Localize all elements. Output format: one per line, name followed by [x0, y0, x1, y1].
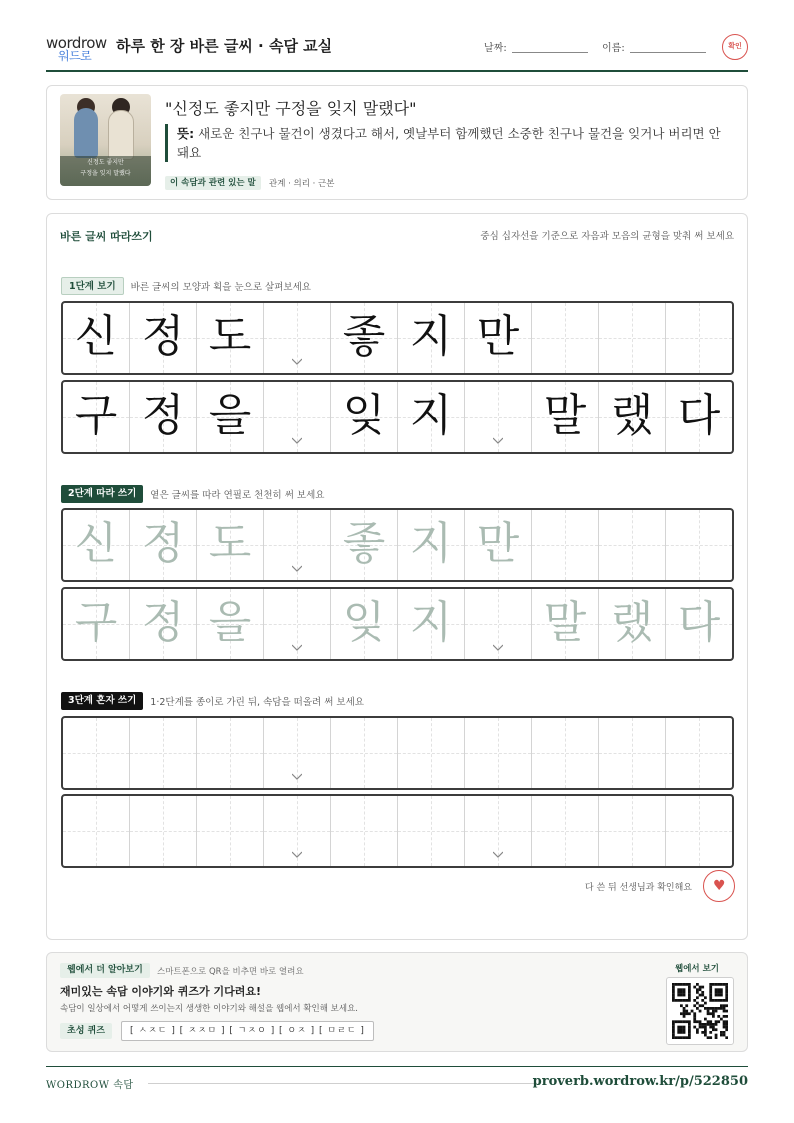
grid-cell	[331, 303, 398, 373]
grid-cell	[532, 382, 599, 452]
logo-text-latin: wordrow	[46, 34, 107, 52]
practice-character: 잊	[342, 390, 386, 441]
grid-cell[interactable]	[666, 589, 732, 659]
practice-character: 만	[476, 311, 520, 362]
grid-cell[interactable]	[398, 589, 465, 659]
grid-cell	[465, 382, 532, 452]
grid-cell[interactable]	[63, 589, 130, 659]
grid-cell[interactable]	[532, 510, 599, 580]
practice-character: 구	[74, 390, 118, 441]
practice-hint: 중심 십자선을 기준으로 자음과 모음의 균형을 맞춰 써 보세요	[480, 231, 734, 242]
practice-character: 잊	[342, 597, 386, 648]
grid-cell[interactable]	[130, 510, 197, 580]
footer-brand: WORDROW 속담	[46, 1080, 134, 1091]
web-description: 속담이 일상에서 어떻게 쓰이는지 생생한 이야기와 해설을 웹에서 확인해 보세요.	[60, 1004, 358, 1014]
grid-cell[interactable]	[398, 510, 465, 580]
confirm-stamp-icon: 확인	[722, 34, 748, 60]
step-3-row-2[interactable]	[61, 794, 734, 868]
practice-character: 지	[409, 597, 453, 648]
related-words-badge: 이 속담과 관련 있는 말	[165, 176, 261, 190]
space-marker-icon	[292, 849, 302, 859]
practice-character: 말	[543, 390, 587, 441]
grid-cell	[599, 303, 666, 373]
initial-quiz-badge: 초성 퀴즈	[60, 1023, 112, 1039]
grid-cell[interactable]	[197, 589, 264, 659]
step-3-row-1[interactable]	[61, 716, 734, 790]
practice-character: 좋	[342, 311, 386, 362]
space-marker-icon	[292, 563, 302, 573]
grid-cell[interactable]	[666, 510, 732, 580]
grid-cell[interactable]	[532, 589, 599, 659]
grid-cell	[197, 382, 264, 452]
grid-cell[interactable]	[197, 510, 264, 580]
practice-title: 바른 글씨 따라쓰기	[60, 230, 153, 243]
qr-code-icon	[672, 983, 728, 1039]
grid-cell[interactable]	[264, 510, 331, 580]
practice-character: 만	[476, 518, 520, 569]
grid-cell[interactable]	[331, 718, 398, 788]
teacher-heart-stamp-icon: ♥	[703, 870, 735, 902]
practice-character: 정	[141, 390, 185, 441]
initial-quiz-box: [ ㅅㅈㄷ ] [ ㅈㅈㅁ ] [ ㄱㅈㅇ ] [ ㅇㅈ ] [ ㅁㄹㄷ ]	[121, 1021, 374, 1041]
meaning-text: 새로운 친구나 물건이 생겼다고 해서, 옛날부터 함께했던 소중한 친구나 물건을 잊거나 버리면 안 돼요	[177, 126, 721, 160]
grid-cell[interactable]	[465, 589, 532, 659]
wordrow-logo[interactable]	[46, 34, 108, 62]
practice-character: 랬	[610, 597, 654, 648]
step-2-row-1[interactable]	[61, 508, 734, 582]
grid-cell[interactable]	[264, 718, 331, 788]
practice-character: 정	[141, 597, 185, 648]
grid-cell	[599, 382, 666, 452]
grid-cell[interactable]	[465, 510, 532, 580]
grid-cell	[398, 382, 465, 452]
practice-character: 을	[208, 390, 252, 441]
web-more-section	[46, 952, 748, 1052]
grid-cell[interactable]	[465, 718, 532, 788]
practice-character: 좋	[342, 518, 386, 569]
practice-character: 말	[543, 597, 587, 648]
space-marker-icon	[493, 642, 503, 652]
grid-cell	[532, 303, 599, 373]
space-marker-icon	[493, 849, 503, 859]
grid-cell	[331, 382, 398, 452]
proverb-title: "신정도 좋지만 구정을 잊지 말랬다"	[165, 99, 417, 118]
grid-cell	[130, 303, 197, 373]
grid-cell	[63, 382, 130, 452]
step-1-header	[61, 277, 311, 295]
grid-cell[interactable]	[264, 589, 331, 659]
grid-cell[interactable]	[63, 510, 130, 580]
web-headline: 재미있는 속담 이야기와 퀴즈가 기다려요!	[60, 985, 261, 998]
illustration-caption: 신정도 좋지만 구정을 잊지 말랬다	[60, 156, 151, 186]
grid-cell[interactable]	[465, 796, 532, 866]
step-3-desc: 1·2단계를 종이로 가린 뒤, 속담을 떠올려 써 보세요	[150, 697, 364, 708]
grid-cell[interactable]	[398, 718, 465, 788]
grid-cell	[264, 303, 331, 373]
meaning-label: 뜻:	[177, 126, 195, 141]
grid-cell[interactable]	[130, 589, 197, 659]
practice-character: 도	[208, 311, 252, 362]
step-2-row-2[interactable]	[61, 587, 734, 661]
step-2-desc: 옅은 글씨를 따라 연필로 천천히 써 보세요	[150, 490, 325, 501]
grid-cell	[465, 303, 532, 373]
web-more-badge: 웹에서 더 알아보기	[60, 963, 150, 978]
step-1-badge: 1단계 보기	[61, 277, 124, 295]
grid-cell[interactable]	[331, 796, 398, 866]
space-marker-icon	[292, 435, 302, 445]
practice-character: 정	[141, 311, 185, 362]
grid-cell[interactable]	[599, 796, 666, 866]
space-marker-icon	[292, 356, 302, 366]
teacher-check-text: 다 쓴 뒤 선생님과 확인해요	[584, 883, 692, 893]
grid-cell[interactable]	[666, 718, 732, 788]
step-2-header	[61, 485, 324, 503]
grid-cell[interactable]	[599, 718, 666, 788]
practice-character: 지	[409, 390, 453, 441]
qr-label: 웹에서 보기	[674, 964, 719, 974]
page-header	[46, 30, 748, 72]
practice-character: 정	[141, 518, 185, 569]
step-3-badge: 3단계 혼자 쓰기	[61, 692, 143, 710]
date-field[interactable]	[512, 52, 588, 53]
footer-url-link[interactable]: proverb.wordrow.kr/p/522850	[532, 1074, 748, 1089]
grid-cell	[130, 382, 197, 452]
practice-character: 도	[208, 518, 252, 569]
step-3-header	[61, 692, 364, 710]
step-2-badge: 2단계 따라 쓰기	[61, 485, 143, 503]
grid-cell[interactable]	[63, 718, 130, 788]
grid-cell[interactable]	[599, 589, 666, 659]
grid-cell[interactable]	[666, 796, 732, 866]
footer-divider	[148, 1083, 536, 1084]
practice-character: 랬	[610, 390, 654, 441]
practice-character: 다	[677, 390, 721, 441]
grid-cell	[398, 303, 465, 373]
step-1-row-2	[61, 380, 734, 454]
step-1-desc: 바른 글씨의 모양과 획을 눈으로 살펴보세요	[130, 282, 311, 293]
practice-character: 구	[74, 597, 118, 648]
grid-cell	[666, 382, 732, 452]
grid-cell	[666, 303, 732, 373]
grid-cell[interactable]	[63, 796, 130, 866]
grid-cell	[63, 303, 130, 373]
page-title: 하루 한 장 바른 글씨 · 속담 교실	[116, 37, 333, 55]
practice-panel	[46, 213, 748, 940]
footer-rule	[46, 1066, 748, 1067]
grid-cell[interactable]	[130, 718, 197, 788]
grid-cell[interactable]	[532, 796, 599, 866]
space-marker-icon	[292, 642, 302, 652]
grid-cell[interactable]	[599, 510, 666, 580]
grid-cell[interactable]	[532, 718, 599, 788]
practice-character: 신	[74, 518, 118, 569]
grid-cell[interactable]	[130, 796, 197, 866]
step-1-row-1	[61, 301, 734, 375]
proverb-illustration	[60, 94, 151, 186]
name-field[interactable]	[630, 52, 706, 53]
practice-character: 을	[208, 597, 252, 648]
related-tags: 관계 · 의리 · 근본	[269, 179, 335, 189]
grid-cell[interactable]	[398, 796, 465, 866]
practice-character: 지	[409, 518, 453, 569]
grid-cell[interactable]	[331, 589, 398, 659]
grid-cell	[197, 303, 264, 373]
grid-cell	[264, 382, 331, 452]
practice-character: 신	[74, 311, 118, 362]
name-label: 이름:	[602, 43, 625, 54]
grid-cell[interactable]	[264, 796, 331, 866]
logo-text-korean: 워드로	[58, 49, 92, 63]
practice-character: 다	[677, 597, 721, 648]
space-marker-icon	[292, 771, 302, 781]
proverb-card	[46, 85, 748, 200]
grid-cell[interactable]	[331, 510, 398, 580]
date-label: 날짜:	[484, 43, 507, 54]
web-more-desc: 스마트폰으로 QR을 비추면 바로 열려요	[157, 967, 304, 977]
grid-cell[interactable]	[197, 718, 264, 788]
qr-code[interactable]	[666, 977, 734, 1045]
proverb-meaning	[165, 124, 725, 162]
practice-character: 지	[409, 311, 453, 362]
grid-cell[interactable]	[197, 796, 264, 866]
space-marker-icon	[493, 435, 503, 445]
